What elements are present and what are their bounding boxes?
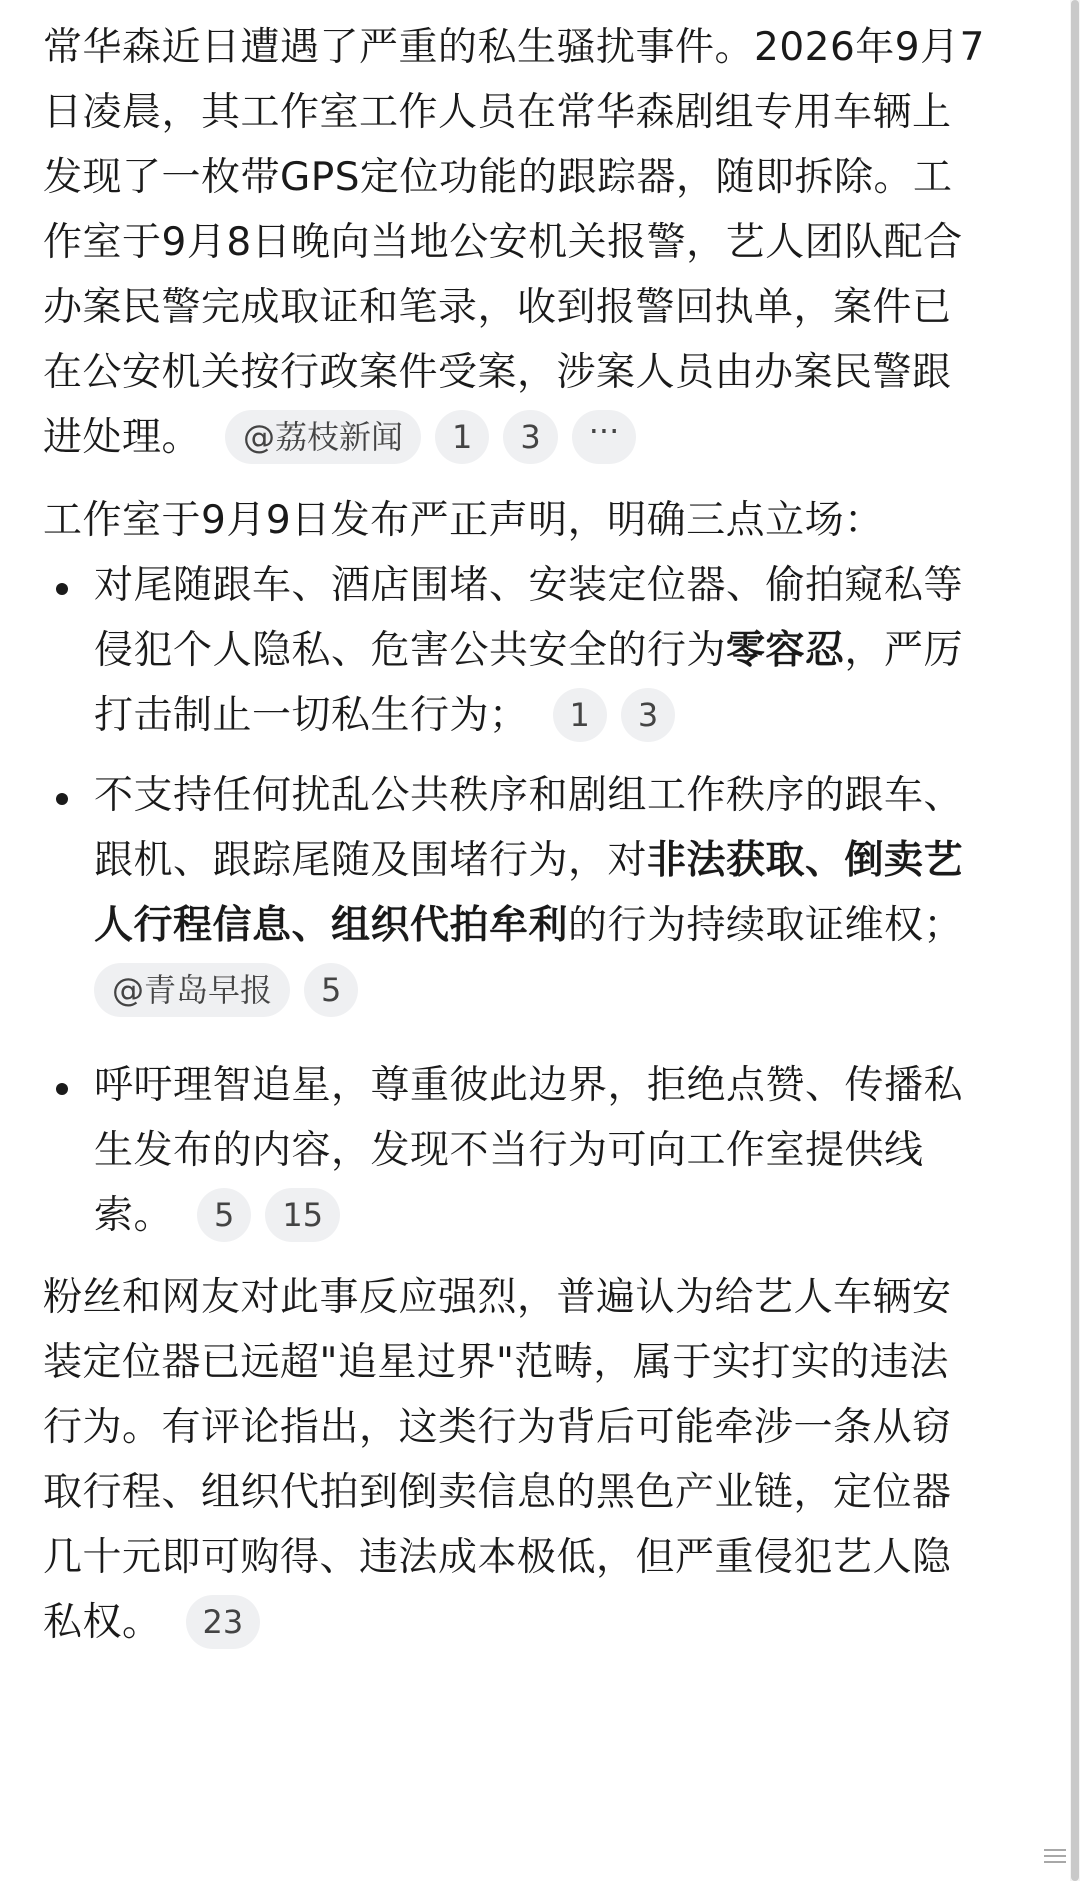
list-text: 跟机、跟踪尾随及围堵行为，对 [94, 838, 648, 883]
paragraph-line: 发现了一枚带GPS定位功能的跟踪器，随即拆除。工 [43, 155, 953, 200]
list-item-line: 不支持任何扰乱公共秩序和剧组工作秩序的跟车、 [94, 773, 964, 818]
scrollbar-thumb[interactable] [1071, 0, 1079, 1881]
list-text: 侵犯个人隐私、危害公共安全的行为 [94, 628, 727, 673]
citation-chip[interactable]: 1 [553, 688, 607, 742]
citation-chip[interactable]: 3 [621, 688, 675, 742]
paragraph-line: 办案民警完成取证和笔录，收到报警回执单，案件已 [43, 285, 952, 330]
citation-chip[interactable]: 3 [503, 410, 557, 464]
bullet-icon [56, 1083, 68, 1095]
list-item-line: 生发布的内容，发现不当行为可向工作室提供线 [94, 1128, 924, 1173]
paragraph-text: 进处理。 [43, 415, 202, 460]
list-text: ，严厉 [844, 628, 964, 673]
ellipsis-icon: ··· [588, 411, 620, 450]
paragraph-line: 常华森近日遭遇了严重的私生骚扰事件。2026年9月7 [43, 25, 985, 70]
list-item-line [94, 625, 963, 681]
citation-chip[interactable]: 23 [186, 1595, 261, 1649]
paragraph-line: 取行程、组织代拍到倒卖信息的黑色产业链，定位器 [43, 1470, 952, 1515]
emphasis-text: 人行程信息、组织代拍牟利 [94, 903, 569, 948]
paragraph-line: 在公安机关按行政案件受案，涉案人员由办案民警跟 [43, 350, 952, 395]
list-text: 索。 [94, 1193, 174, 1238]
paragraph-line: 装定位器已远超"追星过界"范畴，属于实打实的违法 [43, 1340, 949, 1385]
more-citations-button[interactable] [572, 410, 637, 464]
bullet-icon [56, 583, 68, 595]
paragraph-line: 粉丝和网友对此事反应强烈，普遍认为给艺人车辆安 [43, 1275, 952, 1320]
paragraph-line [43, 412, 636, 468]
list-item-line: 呼吁理智追星，尊重彼此边界，拒绝点赞、传播私 [94, 1063, 964, 1108]
emphasis-text: 零容忍 [726, 628, 845, 673]
resize-grip-icon [1044, 1849, 1066, 1865]
source-chip[interactable]: @青岛早报 [94, 963, 290, 1017]
paragraph-line: 几十元即可购得、违法成本极低，但严重侵犯艺人隐 [43, 1535, 952, 1580]
list-item-line: 对尾随跟车、酒店围堵、安装定位器、偷拍窥私等 [94, 563, 964, 608]
list-text: 打击制止一切私生行为； [94, 693, 529, 738]
list-item-line [94, 690, 675, 746]
citation-chip[interactable]: 15 [265, 1188, 340, 1242]
paragraph-line [43, 1597, 260, 1653]
source-chip[interactable]: @荔枝新闻 [225, 410, 421, 464]
paragraph-text: 私权。 [43, 1600, 162, 1645]
list-item-line [94, 1190, 340, 1246]
citation-chip[interactable]: 5 [304, 963, 358, 1017]
citation-chip[interactable]: 1 [435, 410, 489, 464]
list-item-line [94, 900, 963, 956]
statement-heading: 工作室于9月9日发布严正声明，明确三点立场： [43, 498, 884, 543]
citation-row [94, 965, 358, 1021]
paragraph-line: 行为。有评论指出，这类行为背后可能牵涉一条从窃 [43, 1405, 952, 1450]
paragraph-line: 日凌晨，其工作室工作人员在常华森剧组专用车辆上 [43, 90, 952, 135]
citation-chip[interactable]: 5 [197, 1188, 251, 1242]
bullet-icon [56, 793, 68, 805]
emphasis-text: 非法获取、倒卖艺 [647, 838, 964, 883]
list-text: 的行为持续取证维权； [568, 903, 964, 948]
list-item-line [94, 835, 963, 891]
paragraph-line: 作室于9月8日晚向当地公安机关报警，艺人团队配合 [43, 220, 963, 265]
